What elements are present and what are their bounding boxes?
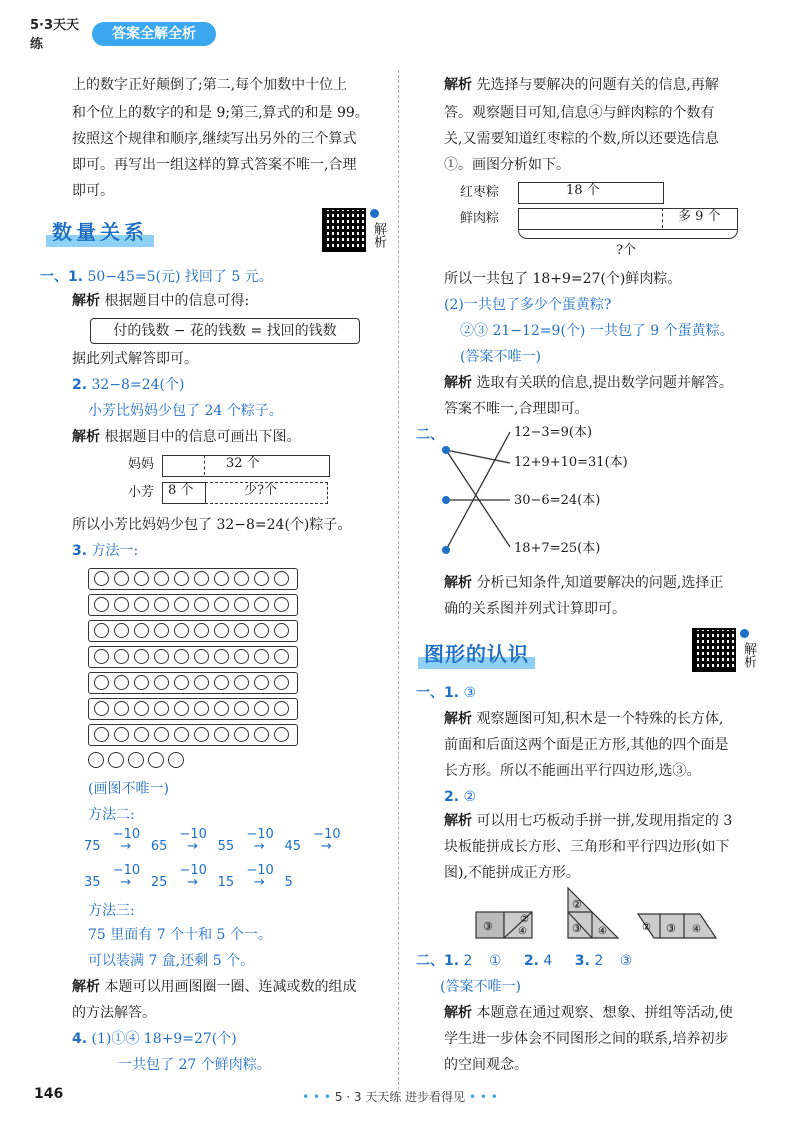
tangram-label: ③ [483, 920, 493, 933]
tangram-label: ③ [666, 922, 676, 935]
qr-label: 解析 [741, 642, 756, 668]
bar-xf-value: 8 个 [168, 483, 194, 498]
p2-q2-number: 2. [523, 953, 539, 969]
p2-analysis-2: 学生进一步体会不同图形之间的联系,培养初步 [444, 1031, 729, 1047]
footer-slogan-text: 5 · 3 天天练 进步看得见 [334, 1090, 466, 1104]
r-q2-analysis-2: 答案不唯一,合理即可。 [444, 401, 589, 417]
r-q2-analysis-text: 选取有关联的信息,提出数学问题并解答。 [476, 375, 733, 391]
q3-analysis [72, 974, 356, 1000]
matching-lines [430, 420, 520, 570]
section-title-shapes [424, 638, 529, 667]
chain-value: 15 [217, 875, 235, 890]
footer-dots-left: • • • [302, 1090, 331, 1104]
ring-row [88, 646, 298, 668]
bar-label-hz: 红枣粽 [460, 185, 500, 200]
p2-q3-number: 3. [574, 953, 590, 969]
match-analysis-2: 确的关系图并列式计算即可。 [444, 601, 626, 617]
q3-number: 3. [72, 543, 88, 559]
analysis-tag: 解析 [444, 77, 472, 93]
tangram-label: ④ [518, 926, 527, 937]
p2-analysis-text: 本题意在通过观察、想象、拼组等活动,使 [476, 1005, 733, 1021]
bar-label-xr: 鲜肉粽 [460, 211, 500, 226]
q3-method3-line1: 75 里面有 7 个十和 5 个一。 [88, 927, 272, 943]
p2-q3-val: 2 [594, 953, 604, 969]
section-title-quantity [52, 216, 148, 245]
q4-answer: 一共包了 27 个鲜肉粽。 [118, 1057, 271, 1073]
loose-rings [88, 752, 184, 772]
intro-line-3: 按照这个规律和顺序,继续写出另外的三个算式 [72, 131, 357, 147]
footer-dots-right: • • • [469, 1090, 498, 1104]
g2-analysis [444, 808, 732, 834]
section-title-text: 数量关系 [52, 220, 148, 244]
tangram-figures [470, 884, 730, 944]
r-q2-note: (答案不唯一) [460, 349, 541, 365]
ring-row [88, 594, 298, 616]
chain-step: −10 [179, 827, 207, 842]
r-q2-title: (2)一共包了多少个蛋黄粽? [444, 297, 612, 313]
footer-slogan [290, 1088, 510, 1105]
ring-row [88, 724, 298, 746]
tangram-label: ② [642, 922, 651, 933]
r-analysis-3: 关,又需要知道红枣粽的个数,所以还要选信息 [444, 131, 719, 147]
g2-analysis-2: 块板能拼成长方形、三角形和平行四边形(如下 [444, 839, 730, 855]
analysis-tag: 解析 [72, 429, 100, 445]
g2-analysis-3: 图),不能拼成正方形。 [444, 865, 580, 881]
q1-analysis [72, 288, 249, 314]
chain-value: 25 [150, 875, 168, 890]
p2-q1-number: 二、1. [416, 953, 460, 969]
r-conclusion: 所以一共包了 18+9=27(个)鲜肉粽。 [444, 271, 682, 287]
chain-value: 5 [284, 875, 293, 890]
tangram-label: ② [572, 898, 582, 911]
q3-method3-line2: 可以装满 7 盒,还剩 5 个。 [88, 953, 255, 969]
analysis-tag: 解析 [72, 293, 100, 309]
q2-analysis [72, 424, 300, 450]
ring-row [88, 672, 298, 694]
q2-equation: 32−8=24(个) [91, 377, 185, 393]
bar-label-mama: 妈妈 [128, 457, 155, 472]
chain-step: −10 [313, 827, 341, 842]
bar-mama-value: 32 个 [226, 456, 260, 471]
p2-line [416, 948, 632, 974]
tangram-label: ④ [598, 926, 607, 937]
p2-analysis-3: 的空间观念。 [444, 1057, 528, 1073]
bar-xf-less-label: 少?个 [244, 483, 277, 498]
q3-method3-label: 方法三: [88, 903, 135, 919]
chain-value: 45 [284, 839, 302, 854]
q1-note: 据此列式解答即可。 [72, 351, 198, 367]
g2-number: 2. [444, 789, 460, 805]
r-analysis-2: 答。观察题目可知,信息④与鲜肉粽的个数有 [444, 105, 715, 121]
q1-number: 一、1. [40, 269, 84, 285]
q1-line [40, 264, 273, 290]
match-item-2: 12+9+10=31(本) [514, 455, 628, 470]
tangram-label: ④ [692, 924, 701, 935]
tangram-label: ③ [572, 922, 582, 935]
r-q2-eq: ②③ 21−12=9(个) 一共包了 9 个蛋黄粽。 [460, 323, 734, 339]
r-analysis-4: ①。画图分析如下。 [444, 157, 570, 173]
logo [30, 14, 90, 52]
analysis-tag: 解析 [444, 1005, 472, 1021]
qr-label: 解析 [371, 222, 386, 248]
intro-line-5: 即可。 [72, 183, 114, 199]
r-analysis-text: 先选择与要解决的问题有关的信息,再解 [476, 77, 719, 93]
part2-number: 二、 [416, 427, 444, 443]
g2-analysis-text: 可以用七巧板动手拼一拼,发现用指定的 3 [476, 813, 733, 829]
p2-note: (答案不唯一) [440, 979, 521, 995]
chain-step: −10 [246, 863, 274, 878]
chain-step: −10 [112, 863, 141, 878]
q4-line [72, 1026, 237, 1052]
chain-value: 75 [84, 839, 101, 854]
chain-value: 55 [217, 839, 235, 854]
intro-line-1: 上的数字正好颠倒了;第二,每个加数中十位上 [72, 77, 348, 93]
q3-note: (画图不唯一) [88, 781, 169, 797]
g1-line [416, 680, 476, 706]
analysis-tag: 解析 [444, 711, 472, 727]
r-q2-analysis [444, 370, 733, 396]
page-number: 146 [34, 1086, 64, 1102]
play-icon [740, 629, 749, 638]
g1-analysis-2: 前面和后面这两个面是正方形,其他的四个面是 [444, 737, 729, 753]
q3-analysis-line2: 的方法解答。 [72, 1005, 156, 1021]
play-icon [370, 209, 379, 218]
q2-conclusion: 所以小芳比妈妈少包了 32−8=24(个)粽子。 [72, 517, 352, 533]
bar-mama-split [204, 455, 205, 475]
header-badge [92, 22, 216, 46]
q2-eq [72, 372, 184, 398]
q1-answer: 50−45=5(元) 找回了 5 元。 [87, 269, 273, 285]
g1-answer: ③ [463, 685, 477, 701]
q2-number: 2. [72, 377, 88, 393]
g1-analysis [444, 706, 723, 732]
g1-analysis-text: 观察题图可知,积木是一个特殊的长方体, [476, 711, 724, 727]
q2-analysis-text: 根据题目中的信息可画出下图。 [104, 429, 301, 445]
analysis-tag: 解析 [444, 575, 472, 591]
p2-q3-ans: ③ [619, 953, 633, 969]
q2-answer: 小芳比妈妈少包了 24 个粽子。 [88, 403, 283, 419]
bar-xr-split [662, 208, 663, 228]
q3-method2-label: 方法二: [88, 807, 135, 823]
chain-step: −10 [112, 827, 141, 842]
qr-code[interactable] [322, 208, 366, 252]
total-label: ?个 [616, 243, 636, 258]
r-analysis-1 [444, 72, 719, 98]
qr-code[interactable] [692, 628, 736, 672]
chain2: 35 −10 → 25 −10 → 15 −10 → 5 [84, 870, 293, 896]
p2-q2-val: 4 [543, 953, 553, 969]
analysis-tag: 解析 [444, 375, 472, 391]
ring-row [88, 568, 298, 590]
g1-analysis-3: 长方形。所以不能画出平行四边形,选③。 [444, 763, 701, 779]
match-item-3: 30−6=24(本) [514, 493, 601, 508]
section-title-text: 图形的认识 [424, 642, 529, 666]
bar-label-xf: 小芳 [128, 485, 155, 500]
chain-step: −10 [179, 863, 207, 878]
p2-q1-ans: ① [488, 953, 502, 969]
bar-hz-value: 18 个 [566, 183, 600, 198]
q4-number: 4. [72, 1031, 88, 1047]
q3-method1-label: 方法一: [91, 543, 139, 559]
q3-method1 [72, 538, 138, 564]
q1-formula-box: 付的钱数 − 花的钱数 = 找回的钱数 [90, 318, 360, 344]
g2-line [444, 784, 476, 810]
chain-value: 35 [84, 875, 101, 890]
ring-row [88, 698, 298, 720]
chain1: 75 −10 → 65 −10 → 55 −10 → 45 −10 → [84, 834, 347, 860]
intro-line-2: 和个位上的数字的和是 9;第三,算式的和是 99。 [72, 105, 369, 121]
intro-line-4: 即可。再写出一组这样的算式答案不唯一,合理 [72, 157, 357, 173]
match-item-4: 18+7=25(本) [514, 541, 601, 556]
bar-xr-more: 多 9 个 [678, 209, 721, 224]
p2-q1-val: 2 [463, 953, 473, 969]
p2-analysis [444, 1000, 733, 1026]
q1-analysis-text: 根据题目中的信息可得: [104, 293, 250, 309]
g1-number: 一、1. [416, 685, 460, 701]
analysis-tag: 解析 [444, 813, 472, 829]
match-item-1: 12−3=9(本) [514, 425, 593, 440]
q3-analysis-text: 本题可以用画图圈一圈、连减或数的组成 [104, 979, 357, 995]
match-analysis-text: 分析已知条件,知道要解决的问题,选择正 [476, 575, 724, 591]
logo-text: 5·3天天练 [30, 18, 80, 52]
chain-value: 65 [150, 839, 168, 854]
column-divider [398, 70, 399, 1090]
tangram-label: ② [520, 914, 529, 925]
match-analysis [444, 570, 723, 596]
chain-step: −10 [246, 827, 274, 842]
g2-answer: ② [463, 789, 477, 805]
q4-equation: (1)①④ 18+9=27(个) [91, 1031, 237, 1047]
ring-row [88, 620, 298, 642]
header-badge-text: 答案全解全析 [112, 26, 196, 42]
analysis-tag: 解析 [72, 979, 100, 995]
